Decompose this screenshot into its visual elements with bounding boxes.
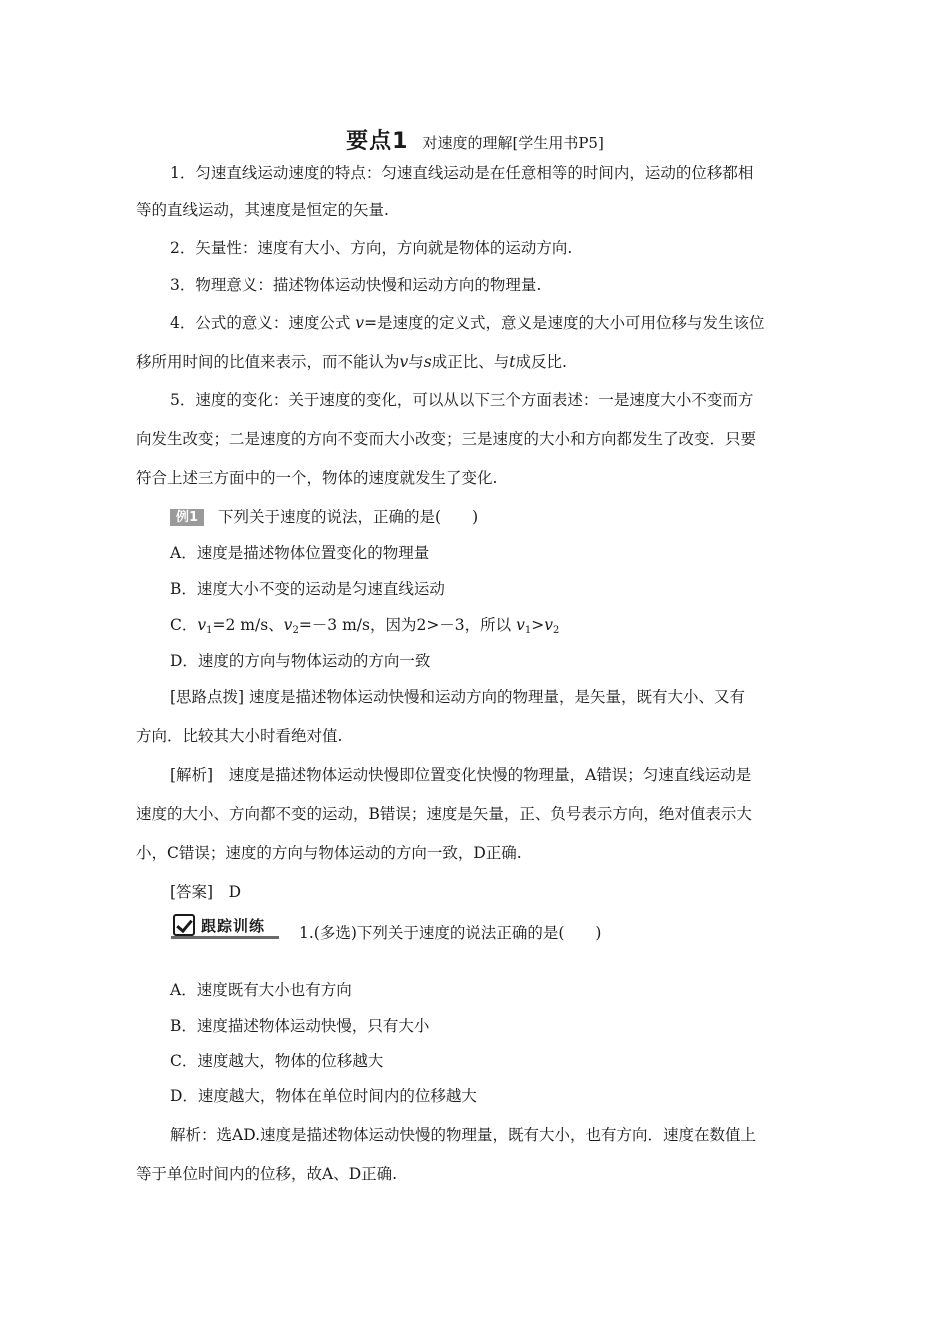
point-4-text-d: 成正比、与 <box>431 353 510 371</box>
point-2: 2．矢量性：速度有大小、方向，方向就是物体的运动方向. <box>170 239 573 257</box>
example-badge: 例1 <box>170 509 204 526</box>
analysis-line-3: 小，C错误；速度的方向与物体运动的方向一致，D正确. <box>136 844 522 862</box>
section-title: 要点1 <box>346 129 409 154</box>
point-4-text-e: 成反比. <box>515 353 567 371</box>
tracking-training-badge <box>171 913 279 939</box>
subscript-1: 1 <box>206 625 213 636</box>
section-heading <box>0 124 950 155</box>
option-c-mid-1: =2 m/s、 <box>212 616 284 634</box>
checkmark-icon <box>173 914 195 936</box>
subscript-2: 2 <box>292 625 299 636</box>
point-4-text-a: 4．公式的意义：速度公式 <box>170 314 356 332</box>
tracking-training-label: 跟踪训练 <box>201 917 266 935</box>
tracking-option-c: C．速度越大，物体的位移越大 <box>170 1052 384 1070</box>
answer-line: [答案] D <box>170 883 242 901</box>
analysis-line-1: [解析] 速度是描述物体运动快慢即位置变化快慢的物理量，A错误；匀速直线运动是 <box>170 766 752 784</box>
symbol-t: t <box>509 353 516 371</box>
point-1-line-2: 等的直线运动，其速度是恒定的矢量. <box>136 201 389 219</box>
hint-line-1: [思路点拨] 速度是描述物体运动快慢和运动方向的物理量，是矢量，既有大小、又有 <box>170 688 746 706</box>
solution-line-2: 等于单位时间内的位移，故A、D正确. <box>136 1165 398 1183</box>
point-4-line-1 <box>170 312 816 334</box>
example-option-b: B．速度大小不变的运动是匀速直线运动 <box>170 580 445 598</box>
symbol-v: v <box>516 616 525 634</box>
symbol-v: v <box>355 314 365 332</box>
analysis-line-2: 速度的大小、方向都不变的运动，B错误；速度是矢量，正、负号表示方向，绝对值表示大 <box>136 805 752 823</box>
point-4-with: 与 <box>408 353 424 371</box>
point-1-line-1: 1．匀速直线运动速度的特点：匀速直线运动是在任意相等的时间内，运动的位移都相 <box>170 164 754 182</box>
tracking-option-a: A．速度既有大小也有方向 <box>170 981 352 999</box>
option-c-mid-2: =－3 m/s，因为2>－3，所以 <box>298 616 517 634</box>
symbol-v: v <box>399 353 409 371</box>
example-option-d: D．速度的方向与物体运动的方向一致 <box>170 652 431 670</box>
option-c-prefix: C． <box>170 616 198 634</box>
point-4-line-2 <box>136 351 816 373</box>
point-4-text-b: =是速度的定义式，意义是速度的大小可用位移与发生该位 <box>364 314 765 332</box>
point-3: 3．物理意义：描述物体运动快慢和运动方向的物理量. <box>170 276 542 294</box>
tracking-option-b: B．速度描述物体运动快慢，只有大小 <box>170 1017 430 1035</box>
subscript-2: 2 <box>553 625 560 636</box>
example-option-c <box>170 614 816 636</box>
section-subtitle: 对速度的理解[学生用书P5] <box>422 134 604 152</box>
badge-underline <box>171 936 279 939</box>
symbol-v: v <box>544 616 554 634</box>
example-question <box>170 506 850 528</box>
solution-line-1: 解析：选AD.速度是描述物体运动快慢的物理量，既有大小，也有方向．速度在数值上 <box>170 1126 756 1144</box>
tracking-question: 1.(多选)下列关于速度的说法正确的是( ) <box>299 924 602 942</box>
point-5-line-3: 符合上述三方面中的一个，物体的速度就发生了变化. <box>136 469 498 487</box>
subscript-1: 1 <box>524 625 532 636</box>
point-5-line-1: 5．速度的变化：关于速度的变化，可以从以下三个方面表述：一是速度大小不变而方 <box>170 391 754 409</box>
symbol-v: v <box>197 616 207 634</box>
tracking-option-d: D．速度越大，物体在单位时间内的位移越大 <box>170 1087 477 1105</box>
greater-than: > <box>531 616 545 634</box>
symbol-s: s <box>423 353 432 371</box>
symbol-v: v <box>283 616 293 634</box>
example-option-a: A．速度是描述物体位置变化的物理量 <box>170 544 430 562</box>
example-question-text: 下列关于速度的说法，正确的是( ) <box>218 508 479 526</box>
point-4-text-c: 移所用时间的比值来表示，而不能认为 <box>136 353 400 371</box>
hint-line-2: 方向．比较其大小时看绝对值. <box>136 727 343 745</box>
point-5-line-2: 向发生改变；二是速度的方向不变而大小改变；三是速度的大小和方向都发生了改变．只要 <box>136 430 757 448</box>
